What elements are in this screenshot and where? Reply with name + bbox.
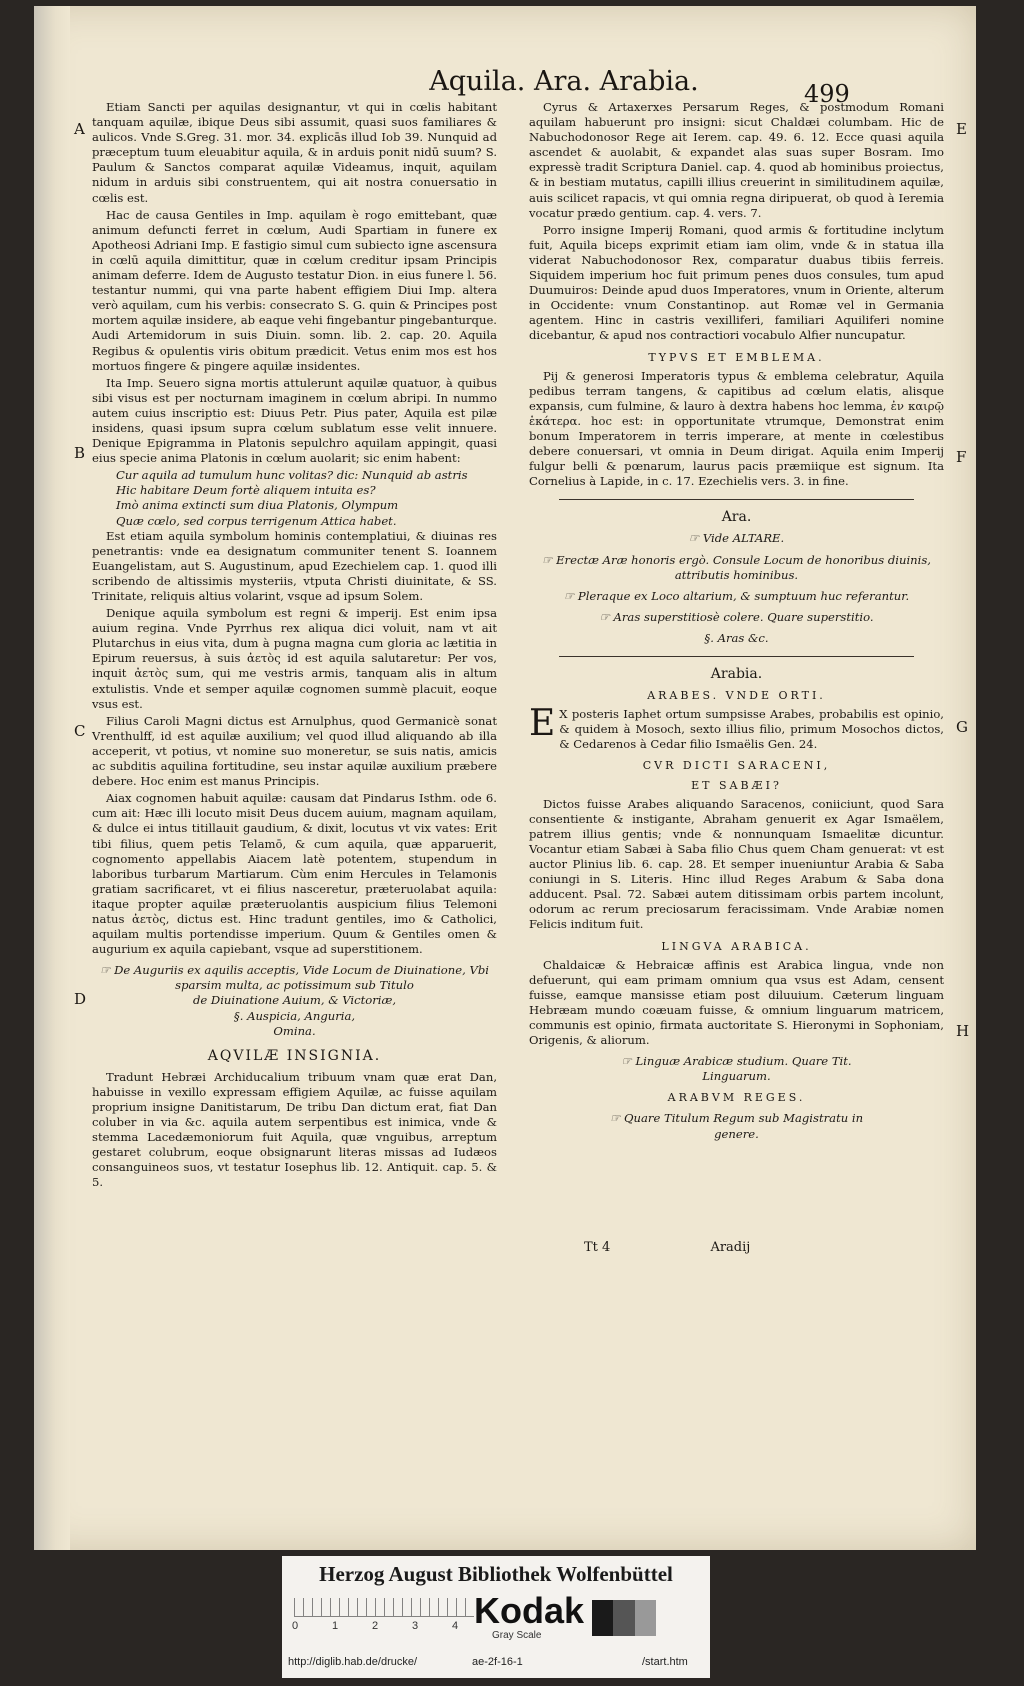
page-header — [34, 54, 976, 108]
divider — [559, 656, 914, 657]
margin-letter-h: H — [956, 1022, 970, 1040]
section-heading: AQVILÆ INSIGNIA. — [207, 1047, 382, 1064]
margin-letter-e: E — [956, 120, 967, 138]
epigram-line: Imò anima extincti sum diua Platonis, Olympum — [116, 498, 399, 513]
epigram-line: Hic habitare Deum fortè aliquem intuita es? — [116, 483, 376, 498]
cross-reference-line: Omina. — [273, 1023, 316, 1038]
cross-reference-line: de Diuinatione Auium, & Victoriæ, — [192, 993, 397, 1008]
paragraph — [529, 703, 944, 752]
paragraph-text: X posteris Iaphet ortum sumpsisse Arabes, probabilis est opinio, & quidem à Mosoch, sexto illius filio, primum Mosochos dictos, & Cedarenos à Cedar filio Ismaëlis Gen. 24. — [559, 707, 944, 752]
entry-title-arabia: Arabia. — [710, 666, 763, 682]
epigram-line: Quæ cœlo, sed corpus terrigenum Attica habet. — [116, 513, 397, 528]
cross-reference-line: genere. — [714, 1126, 759, 1141]
paragraph: Est etiam aquila symbolum hominis contemplatiui, & diuinas res penetrantis: vnde ea designatum communiter tenent S. Ioannem Euangelistam, aut S. Augustinum, apud Ezechielem cap. 1. quod illi scribendo de altissimis mysteriis, vtputa Christi diuinitate, & SS. Trinitate, reliquis altius volarint, vsque ad ipsum Solem. — [92, 528, 497, 603]
paragraph: Porro insigne Imperij Romani, quod armis & fortitudine inclytum fuit, Aquila biceps exprimit etiam iam olim, vnde & in statua illa viderat Nabuchodonosor Rex, comparatur duabus tibiis ferreis. Siquidem imperium hoc fuit primum penes duos consules, tum apud Duumuiros: Deinde apud duos Imperatores, vnum in Oriente, alterum in Occidente: vnum Constantinop. aut Romæ vel in Germania agentem. Hinc in castris vexilliferi, familiari Aquiliferi nominе dicebantur, & apud nos contractiori vocabulo Alfier nuncupatur. — [529, 222, 944, 343]
paragraph: Dictos fuisse Arabes aliquando Saracenos, coniiciunt, quod Sara consentiente & instigante, Abraham genuerit ex Agar Ismaëlem, patrem illius gentis; vnde & nonnunquam Ismaelitæ dicuntur. Vocantur etiam Sabæi à Saba filio Chus quem Cham genuerat: vt est auctor Plinius lib. 6. cap. 28. Et semper inueniuntur Arabia & Saba coniungi in S. Literis. Hinc illud Reges Arabum & Saba dona adducent. Psal. 72. Sabæi autem ditissimam orbis partem incolunt, odorum ac rerum preciosarum feracissimam. Vnde Arabiæ nomen Felicis inditum fuit. — [529, 796, 944, 932]
cross-reference: ☞ Aras superstitiosè colere. Quare superstitio. — [599, 609, 874, 624]
paragraph: Denique aquila symbolum est regni & imperij. Est enim ipsa auium regina. Vnde Pyrrhus rex aliqua dici voluit, nam vt ait Plutarchus in eius vita, dum à pugna magna cum gloria ac lætitia in Epirum reuersus, à suis ἀετὸς id est aquila salutaretur: Per vos, inquit ἀετὸς sum, qui me vestris armis, tanquam alis in altum extulistis. Vnde et semper aquilæ cognomen summè placuit, eoque vsus est. — [92, 606, 497, 711]
section-heading: LINGVA ARABICA. — [661, 939, 812, 953]
cross-reference-line: ☞ Quare Titulum Regum sub Magistratu in — [609, 1111, 864, 1126]
paragraph: Ita Imp. Seuero signa mortis attulerunt aquilæ quatuor, à quibus sibi visus est per nocturnam imaginem in cœlum abripi. In nummo autem cuius inscriptio est: Diuus Petr. Pius pater, Aquila est pilæ insidens, quasi ipsum supra cœlum sublatum esse velit innuere. Denique Epigramma in Platonis sepulchro aquilam appingit, quasi eius specie anima Platonis in cœlum auolarit; sic enim habent: — [92, 375, 497, 466]
page-footer — [584, 1240, 846, 1255]
paragraph: Pij & generosi Imperatoris typus & emblema celebratur, Aquila pedibus terram tangens, & capitibus ad cœlum elatis, alisque expansis, cum fulmine, & lauro à dextra habens hoc lemma, ἐν καιρῷ ἑκάτερα. hoc est: in opportunitate vtrumque, Demonstrat enim bonum Imperatorem in terris imperare, at mente in cœlestibus debere conuersari, vt omnia in Deum dirigat. Aquila enim Imperij fulgur belli & pœnarum, laurus pacis præmiique est signum. Ita Cornelius à Lapide, in c. 17. Ezechielis vers. 3. in fine. — [529, 368, 944, 489]
book-binding — [34, 6, 70, 1550]
paragraph: Chaldaicæ & Hebraicæ affinis est Arabica lingua, vnde non defuerunt, qui eam primam omnium qua vsus est Adam, censent fuisse, eamque mansisse etiam post diluuium. Cæterum linguam Hebræam mundo coæuam fuisse, & omnium linguarum matricem, communis est opinio, firmata auctoritate S. Hieronymi in Sophoniam, Origenis, & aliorum. — [529, 957, 944, 1048]
gray-scale-label: Gray Scale — [492, 1630, 542, 1641]
scale-numbers — [292, 1620, 492, 1632]
divider — [559, 499, 914, 500]
margin-letter-f: F — [956, 448, 967, 466]
section-heading: ET SABÆI? — [691, 778, 782, 792]
left-column — [92, 100, 497, 1193]
margin-letter-d: D — [74, 990, 87, 1008]
margin-letter-g: G — [956, 718, 968, 736]
source-url: http://diglib.hab.de/drucke/ — [288, 1656, 418, 1668]
cross-reference — [529, 1054, 944, 1084]
margin-letter-a: A — [74, 120, 85, 138]
drop-cap: E — [529, 703, 556, 745]
cross-reference: ☞ Pleraque ex Loco altarium, & sumptuum huc referantur. — [563, 588, 910, 603]
section-heading: ARABES. VNDE ORTI. — [647, 689, 826, 703]
paragraph: Aiax cognomen habuit aquilæ: causam dat Pindarus Isthm. ode 6. cum ait: Hæc illi locuto misit Deus ducem auium, magnam aquilam, & dulce ei intus titillauit gaudium, & dixit, locutus vt vix vates: Erit tibi filius, quem petis Telamō, & cum aquila, quæ apparuerit, cognomento appellabis Aiacem latè potentem, stupendum in laboribus turbarum Martiarum. Cùm enim Hercules in Telamonis gratiam sacrificaret, vt ei filius nasceretur, præteruolabat aquila: itaque propter aquilæ præteruolantis auspicium filius Telemoni natus ἀετὸς, dictus est. Hinc tradunt gentiles, imo & Catholici, aquilam multis portendisse imperium. Quum & Gentiles omen & augurium ex aquila capiebant, vsque ad superstitionem. — [92, 791, 497, 957]
right-column — [529, 100, 944, 1144]
cross-reference — [529, 1111, 944, 1141]
cross-reference-line: ☞ De Auguriis ex aquilis acceptis, Vide Locum de Diuinatione, Vbi sparsim multa, ac potissimum sub Titulo — [100, 963, 489, 993]
cross-reference-line: Linguarum. — [702, 1069, 771, 1084]
scale-number: 4 — [452, 1620, 459, 1632]
scale-number: 2 — [372, 1620, 379, 1632]
section-heading: CVR DICTI SARACENI, — [642, 759, 831, 773]
entry-title-ara: Ara. — [721, 509, 752, 526]
paragraph: Hac de causa Gentiles in Imp. aquilam è rogo emittebant, quæ animum defuncti ferret in cœlum, Audi Spartiam in funere ex Apotheosi Adriani Imp. E fastigio simul cum subiecto igne ascensura in cœlū aquila dimittitur, quæ in cœlum creditur ipsam Principis animam deferre. Idem de Augusto testatur Dion. in eius funere l. 56. testantur nummi, qui vna parte habent effigiem Diui Imp. altera verò aquilam, cum his verbis: consecrato S. G. quin & Principes post mortem aquilæ insidere, ab eaque vehi fingebantur pingebanturque. Audi Artemidorum in suis Diuin. somn. lib. 2. cap. 20. Aquila Regibus & opulentis viris obitum prædicit. Vetus enim mos est hos mortuos fingere & pingere aquilæ insidentes. — [92, 207, 497, 373]
cross-reference — [92, 963, 497, 1038]
catchword: Aradij — [710, 1240, 751, 1255]
start-link: /start.htm — [642, 1656, 688, 1668]
cross-reference-line: ☞ Linguæ Arabicæ studium. Quare Tit. — [621, 1054, 852, 1069]
digitization-target — [282, 1556, 710, 1678]
epigram — [116, 468, 497, 528]
paragraph: Etiam Sancti per aquilas designantur, vt qui in cœlis habitant tanquam aquilæ, ibique Deus sibi assumit, quasi suos familiares & aulicos. Vnde S.Greg. 31. mor. 34. explicās illud Iob 39. Nunquid ad præceptum tuum eleuabitur aquila, & in arduis ponit nidū suum? S. Paulum & Sanctos comparat aquilæ Videamus, inquit, aquilam nidum in arduis sibi construentem, qui ait nostra conuersatio in cœlis est. — [92, 100, 497, 205]
section-heading: ARABVM REGES. — [667, 1091, 806, 1105]
shelfmark: ae-2f-16-1 — [472, 1656, 523, 1668]
paragraph: Cyrus & Artaxerxes Persarum Reges, & postmodum Romani aquilam habuerunt pro insigni: sicut Chaldæi columbam. Hic de Nabuchodonosor Rege ait Ierem. cap. 49. 6. 12. Ecce quasi aquila ascendet & auolabit, & expandet alas suas super Bosram. Imo expressè tradit Scriptura Daniel. cap. 4. quod ab hominibus proiectus, & in bestiam mutatus, capilli illius creuerint in similitudinem aquilæ, auis scilicet rapacis, vt qui omnia regna diripuerat, ob quod à Ieremia vocatur prædo gentium. cap. 4. vers. 7. — [529, 100, 944, 220]
cross-reference-line: §. Auspicia, Anguria, — [233, 1008, 356, 1023]
section-heading: TYPVS ET EMBLEMA. — [648, 350, 825, 364]
kodak-logo: Kodak — [474, 1590, 585, 1631]
paragraph: Tradunt Hebræi Archiducalium tribuum vnam quæ erat Dan, habuisse in vexillo expressam effigiem Aquilæ, ac fuisse aquilam proprium insigne Danitistarum, De tribu Dan dictum erat, fiat Dan coluber in via &c. aquila autem serpentibus est inimica, vnde & stemma Lacedæmoniorum fuit Aquila, quæ vnguibus, arreptum gestaret colubrum, eoque obsignarunt literas missas ad Iudæos consanguineos suos, vt testatur Iosephus lib. 12. Antiquit. cap. 5. & 5. — [92, 1069, 497, 1190]
signature-mark: Tt 4 — [584, 1240, 611, 1255]
margin-letter-c: C — [74, 722, 86, 740]
scale-number: 3 — [412, 1620, 419, 1632]
book-page — [34, 6, 976, 1550]
scale-number: 1 — [332, 1620, 339, 1632]
library-name: Herzog August Bibliothek Wolfenbüttel — [319, 1562, 673, 1586]
cross-reference: ☞ Vide ALTARE. — [688, 531, 785, 546]
cross-reference: §. Aras &c. — [704, 630, 769, 645]
cross-reference: ☞ Erectæ Aræ honoris ergò. Consule Locum de honoribus diuinis, attributis hominibus. — [542, 552, 931, 582]
epigram-line: Cur aquila ad tumulum hunc volitas? dic: Nunquid ab astris — [116, 468, 468, 483]
page-number: 499 — [804, 80, 850, 108]
paragraph: Filius Caroli Magni dictus est Arnulphus, quod Germanicè sonat Vrenthulff, id est aquilæ auxilium; vel quod illud aliquando ab illa acceperit, vt potius, vt nomine suo moneretur, se suis natis, amicis ac subditis aquilina fortitudine, seu instar aquilæ auxilium præbere debere. Hoc enim est manus Principis. — [92, 713, 497, 789]
scale-number: 0 — [292, 1620, 299, 1632]
scale-ruler — [294, 1598, 474, 1617]
gray-scale-patches — [592, 1600, 656, 1636]
running-title: Aquila. Ara. Arabia. — [429, 66, 699, 97]
margin-letter-b: B — [74, 444, 86, 462]
